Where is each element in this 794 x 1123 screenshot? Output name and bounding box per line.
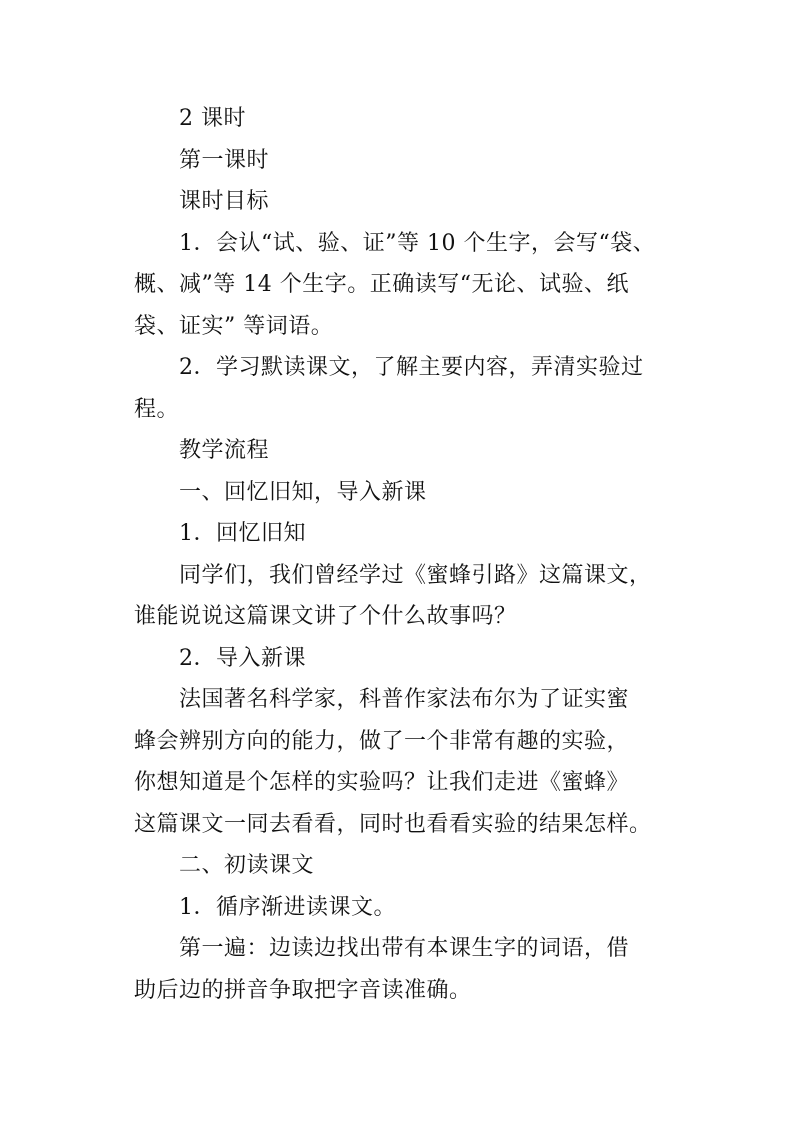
- text-line: 程。: [134, 396, 180, 422]
- text-line: 蜂会辨别方向的能力，做了一个非常有趣的实验，: [134, 728, 630, 754]
- step-heading-first-reading: [134, 845, 674, 887]
- text-line: 这篇课文一同去看看，同时也看看实验的结果怎样。: [134, 811, 652, 837]
- objective-item-1: [134, 223, 674, 348]
- text-line: 二、初读课文: [179, 853, 315, 878]
- text-line: 概、减”等 14 个生字。正确读写“无论、试验、纸: [134, 272, 629, 297]
- substep-heading-gradual-reading: [134, 887, 674, 929]
- text-line: 同学们，我们曾经学过《蜜蜂引路》这篇课文，: [179, 562, 652, 588]
- lesson-hours: [134, 98, 674, 140]
- text-line: 2 课时: [179, 106, 246, 131]
- section-heading-first-lesson: [134, 140, 674, 182]
- text-line: 第一遍：边读边找出带有本课生字的词语，借: [179, 936, 630, 961]
- text-line: 2．学习默读课文，了解主要内容，弄清实验过: [179, 355, 644, 380]
- text-line: 教学流程: [179, 438, 270, 463]
- objective-item-2: [134, 347, 674, 430]
- section-heading-process: [134, 430, 674, 472]
- text-line: 1．会认“试、验、证”等 10 个生字，会写“袋、: [179, 230, 656, 256]
- text-line: 助后边的拼音争取把字音读准确。: [134, 977, 472, 1003]
- text-line: 法国著名科学家，科普作家法布尔为了证实蜜: [179, 687, 630, 712]
- first-pass-paragraph: [134, 928, 674, 1011]
- step-heading-review: [134, 472, 674, 514]
- text-line: 你想知道是个怎样的实验吗？让我们走进《蜜蜂》: [134, 770, 630, 795]
- substep-heading-recall: [134, 513, 674, 555]
- introduce-paragraph: [134, 679, 674, 845]
- recall-paragraph: [134, 555, 674, 638]
- section-heading-objectives: [134, 181, 674, 223]
- text-line: 袋、证实” 等词语。: [134, 313, 334, 339]
- text-line: 第一课时: [179, 147, 270, 173]
- substep-heading-introduce: [134, 638, 674, 680]
- text-line: 2．导入新课: [179, 645, 306, 671]
- text-line: 课时目标: [179, 189, 270, 214]
- document-body: [134, 98, 674, 1011]
- text-line: 1．循序渐进读课文。: [179, 894, 396, 920]
- text-line: 谁能说说这篇课文讲了个什么故事吗？: [134, 604, 517, 629]
- text-line: 1．回忆旧知: [179, 521, 306, 546]
- text-line: 一、回忆旧知，导入新课: [179, 479, 427, 505]
